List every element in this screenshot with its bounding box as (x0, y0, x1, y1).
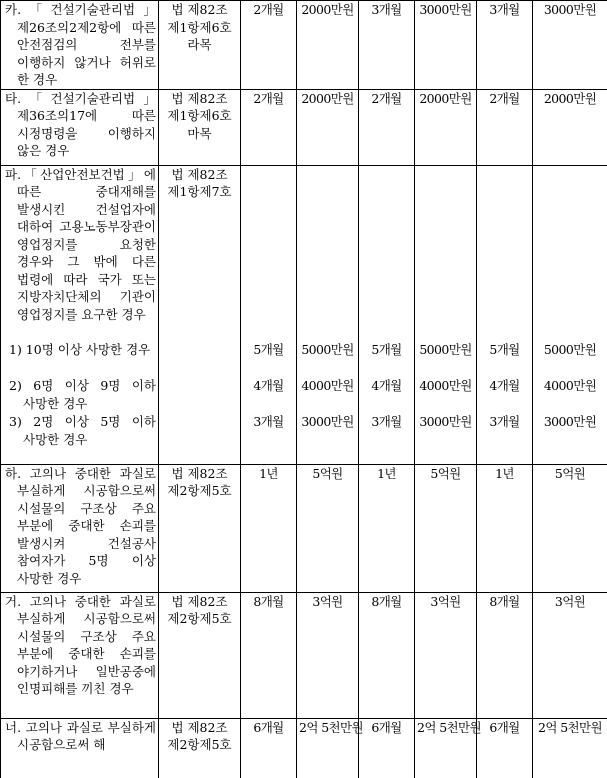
suspension-period-3: 6개월 (477, 718, 533, 778)
fine-amount-1: 3000만원 (297, 413, 359, 464)
suspension-period-2: 6개월 (359, 718, 415, 778)
fine-amount-2: 3000만원 (415, 1, 477, 90)
legal-basis: 법 제82조 제1항제6호 라목 (159, 1, 241, 90)
suspension-period-1: 1년 (241, 464, 297, 592)
legal-basis: 법 제82조 제1항제7호 (159, 165, 241, 341)
suspension-period-3: 3개월 (477, 413, 533, 464)
fine-amount-1: 4000만원 (297, 377, 359, 413)
suspension-period-2: 8개월 (359, 592, 415, 718)
suspension-period-2: 5개월 (359, 341, 415, 377)
fine-amount-3: 5억원 (533, 464, 607, 592)
violation-description: 거. 고의나 중대한 과실로 부실하게 시공함으로써 시설물의 구조상 주요 부분에 중대한 손괴를 야기하거나 일반공중에 인명피해를 끼친 경우 (1, 592, 159, 718)
fine-amount-1: 3억원 (297, 592, 359, 718)
suspension-period-2: 1년 (359, 464, 415, 592)
table-row (1, 464, 607, 592)
violation-subitem: 2) 6명 이상 9명 이하 사망한 경우 (1, 377, 159, 413)
suspension-period-3: 5개월 (477, 341, 533, 377)
fine-amount-1: 2000만원 (297, 89, 359, 165)
legal-basis: 법 제82조 제2항제5호 (159, 592, 241, 718)
fine-amount-3: 4000만원 (533, 377, 607, 413)
suspension-period-3: 1년 (477, 464, 533, 592)
fine-amount-3: 2억 5천만원 (533, 718, 607, 778)
suspension-period-1: 5개월 (241, 341, 297, 377)
suspension-period-2: 2개월 (359, 89, 415, 165)
suspension-period-1: 6개월 (241, 718, 297, 778)
suspension-period-3: 4개월 (477, 377, 533, 413)
fine-amount-3: 3000만원 (533, 1, 607, 90)
fine-amount-1: 2000만원 (297, 1, 359, 90)
fine-amount-1: 5000만원 (297, 341, 359, 377)
suspension-period-1: 4개월 (241, 377, 297, 413)
fine-amount-1: 2억 5천만원 (297, 718, 359, 778)
violation-subitem: 1) 10명 이상 사망한 경우 (1, 341, 159, 377)
violation-description: 너. 고의나 과실로 부실하게 시공함으로써 해 (1, 718, 159, 778)
fine-amount-3: 3000만원 (533, 413, 607, 464)
table-row (1, 413, 607, 464)
suspension-period-1: 2개월 (241, 1, 297, 90)
legal-basis (159, 377, 241, 413)
table-row (1, 592, 607, 718)
fine-amount-2: 5억원 (415, 464, 477, 592)
fine-amount-3: 5000만원 (533, 341, 607, 377)
fine-amount-3: 2000만원 (533, 89, 607, 165)
legal-basis: 법 제82조 제2항제5호 (159, 464, 241, 592)
table-row (1, 377, 607, 413)
legal-basis (159, 341, 241, 377)
fine-amount-2: 5000만원 (415, 341, 477, 377)
fine-amount-1 (297, 165, 359, 341)
fine-amount-1: 5억원 (297, 464, 359, 592)
fine-amount-2 (415, 165, 477, 341)
fine-amount-2: 4000만원 (415, 377, 477, 413)
legal-basis: 법 제82조 제1항제6호 마목 (159, 89, 241, 165)
fine-amount-2: 3억원 (415, 592, 477, 718)
table-row (1, 1, 607, 90)
suspension-period-3: 2개월 (477, 89, 533, 165)
suspension-period-2: 3개월 (359, 413, 415, 464)
violation-subitem: 3) 2명 이상 5명 이하 사망한 경우 (1, 413, 159, 464)
suspension-period-2: 3개월 (359, 1, 415, 90)
suspension-period-1 (241, 165, 297, 341)
table-row (1, 89, 607, 165)
suspension-period-1: 2개월 (241, 89, 297, 165)
suspension-period-1: 8개월 (241, 592, 297, 718)
violation-description: 하. 고의나 중대한 과실로 부실하게 시공함으로써 시설물의 구조상 주요 부분에 중대한 손괴를 발생시켜 건설공사 참여자가 5명 이상 사망한 경우 (1, 464, 159, 592)
suspension-period-1: 3개월 (241, 413, 297, 464)
violation-description: 타.「건설기술관리법」 제36조의17에 따른 시정명령을 이행하지 않은 경우 (1, 89, 159, 165)
suspension-period-2 (359, 165, 415, 341)
suspension-period-3: 8개월 (477, 592, 533, 718)
fine-amount-2: 2억 5천만원 (415, 718, 477, 778)
table-row (1, 341, 607, 377)
legal-basis (159, 413, 241, 464)
fine-amount-2: 2000만원 (415, 89, 477, 165)
suspension-period-3 (477, 165, 533, 341)
suspension-period-3: 3개월 (477, 1, 533, 90)
fine-amount-3: 3억원 (533, 592, 607, 718)
fine-amount-3 (533, 165, 607, 341)
fine-amount-2: 3000만원 (415, 413, 477, 464)
violation-description: 카.「건설기술관리법」 제26조의2제2항에 따른 안전점검의 전부를 이행하지 않거나 허위로 한 경우 (1, 1, 159, 90)
table-row (1, 165, 607, 341)
suspension-period-2: 4개월 (359, 377, 415, 413)
violation-description: 파.「산업안전보건법」에 따른 중대재해를 발생시킨 건설업자에 대하여 고용노동부장관이 영업정지를 요청한 경우와 그 밖에 다른 법령에 따라 국가 또는 지방자치단체의 기관이 영업정지를 요구한 경우 (1, 165, 159, 341)
legal-basis: 법 제82조 제2항제5호 (159, 718, 241, 778)
table-row (1, 718, 607, 778)
